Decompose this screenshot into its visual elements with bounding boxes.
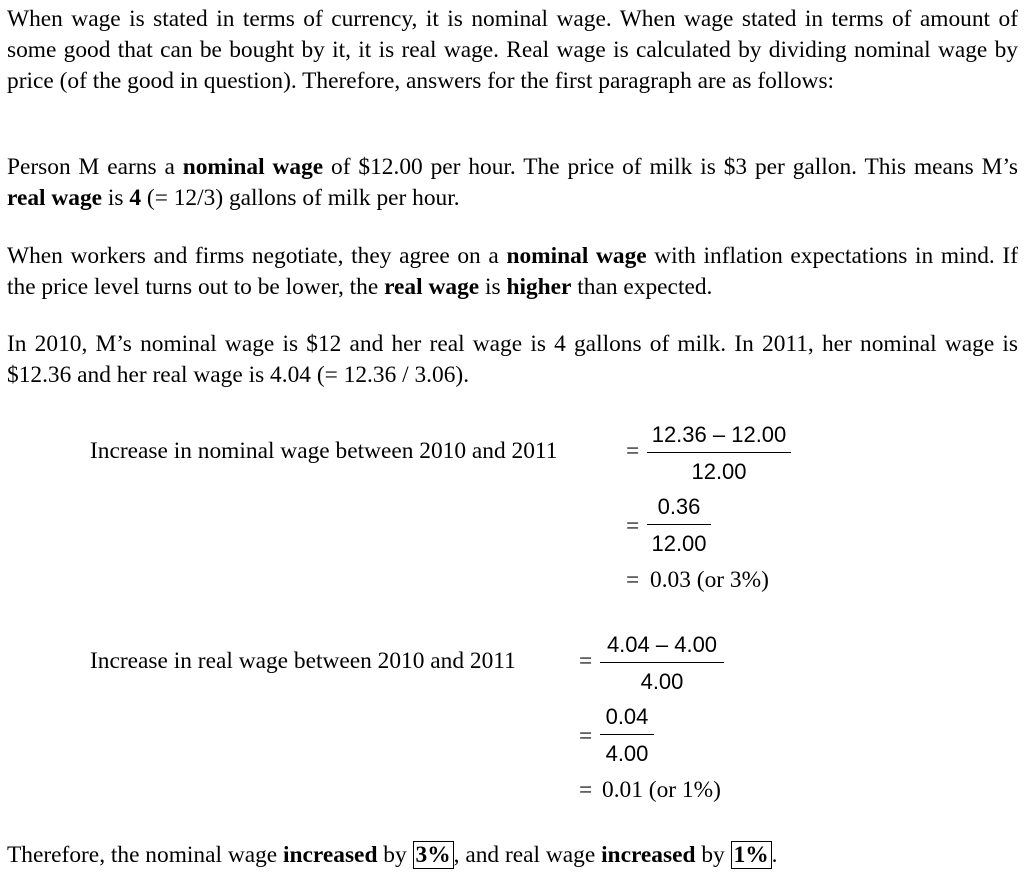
bold-real-wage: real wage bbox=[384, 274, 480, 300]
bold-nominal-wage: nominal wage bbox=[182, 154, 324, 180]
text: (= 12/3) gallons of milk per hour. bbox=[141, 185, 460, 211]
nominal-fraction-2 bbox=[647, 494, 711, 557]
text: by bbox=[695, 842, 731, 868]
equals-sign: = bbox=[579, 777, 593, 803]
text: Person M earns a bbox=[7, 154, 183, 180]
equals-sign: = bbox=[579, 723, 593, 749]
equals-sign: = bbox=[626, 438, 640, 464]
text: When workers and firms negotiate, they agree on a bbox=[7, 243, 507, 269]
real-result: 0.01 (or 1%) bbox=[602, 777, 721, 803]
fraction-numerator: 12.36 – 12.00 bbox=[647, 422, 791, 453]
equals-sign: = bbox=[579, 648, 593, 674]
real-calc-label: Increase in real wage between 2010 and 2011 bbox=[90, 648, 516, 674]
text: by bbox=[377, 842, 413, 868]
text: than expected. bbox=[571, 274, 713, 300]
bold-four: 4 bbox=[129, 185, 142, 211]
text: Therefore, the nominal wage bbox=[7, 842, 284, 868]
fraction-denominator: 4.00 bbox=[640, 669, 684, 694]
text: of $12.00 per hour. The price of milk is $3 per gallon. This means M’s bbox=[323, 154, 1018, 180]
equals-sign: = bbox=[626, 513, 640, 539]
bold-nominal-wage: nominal wage bbox=[506, 243, 647, 269]
boxed-answer-real: 1% bbox=[731, 841, 772, 869]
paragraph-definitions: When wage is stated in terms of currency, it is nominal wage. When wage stated in terms of amount of some good that can be bought by it, it is real wage. Real wage is calculated by dividing nominal wage by price (of the good in question). Therefore, answers for the first paragraph are as follows: bbox=[7, 6, 1018, 94]
nominal-calc-label: Increase in nominal wage between 2010 and 2011 bbox=[90, 438, 558, 464]
paragraph-negotiation bbox=[7, 241, 1018, 303]
equals-sign: = bbox=[626, 567, 640, 593]
paragraph-conclusion bbox=[7, 840, 1018, 871]
fraction-numerator: 0.04 bbox=[600, 704, 654, 735]
real-fraction-1 bbox=[600, 632, 724, 695]
nominal-result: 0.03 (or 3%) bbox=[650, 567, 769, 593]
text: is bbox=[479, 274, 507, 300]
paragraph-person-m bbox=[7, 152, 1018, 214]
fraction-denominator: 4.00 bbox=[605, 741, 649, 766]
fraction-numerator: 4.04 – 4.00 bbox=[600, 632, 724, 663]
nominal-fraction-1 bbox=[647, 422, 791, 485]
text: . bbox=[771, 842, 778, 868]
boxed-answer-nominal: 3% bbox=[413, 841, 454, 869]
bold-increased: increased bbox=[283, 842, 378, 868]
bold-increased: increased bbox=[601, 842, 696, 868]
text: , and real wage bbox=[453, 842, 602, 868]
bold-real-wage: real wage bbox=[7, 185, 103, 211]
text: with inflation expectations in mind. If the price level turns out to be lower, the bbox=[7, 243, 1018, 300]
fraction-numerator: 0.36 bbox=[647, 494, 711, 525]
fraction-denominator: 12.00 bbox=[651, 531, 707, 556]
bold-higher: higher bbox=[506, 274, 572, 300]
fraction-denominator: 12.00 bbox=[691, 459, 747, 484]
paragraph-2010-2011: In 2010, M’s nominal wage is $12 and her real wage is 4 gallons of milk. In 2011, her nominal wage is $12.36 and her real wage is 4.04 (= 12.36 / 3.06). bbox=[7, 331, 1018, 388]
text: is bbox=[102, 185, 130, 211]
real-fraction-2 bbox=[600, 704, 654, 767]
